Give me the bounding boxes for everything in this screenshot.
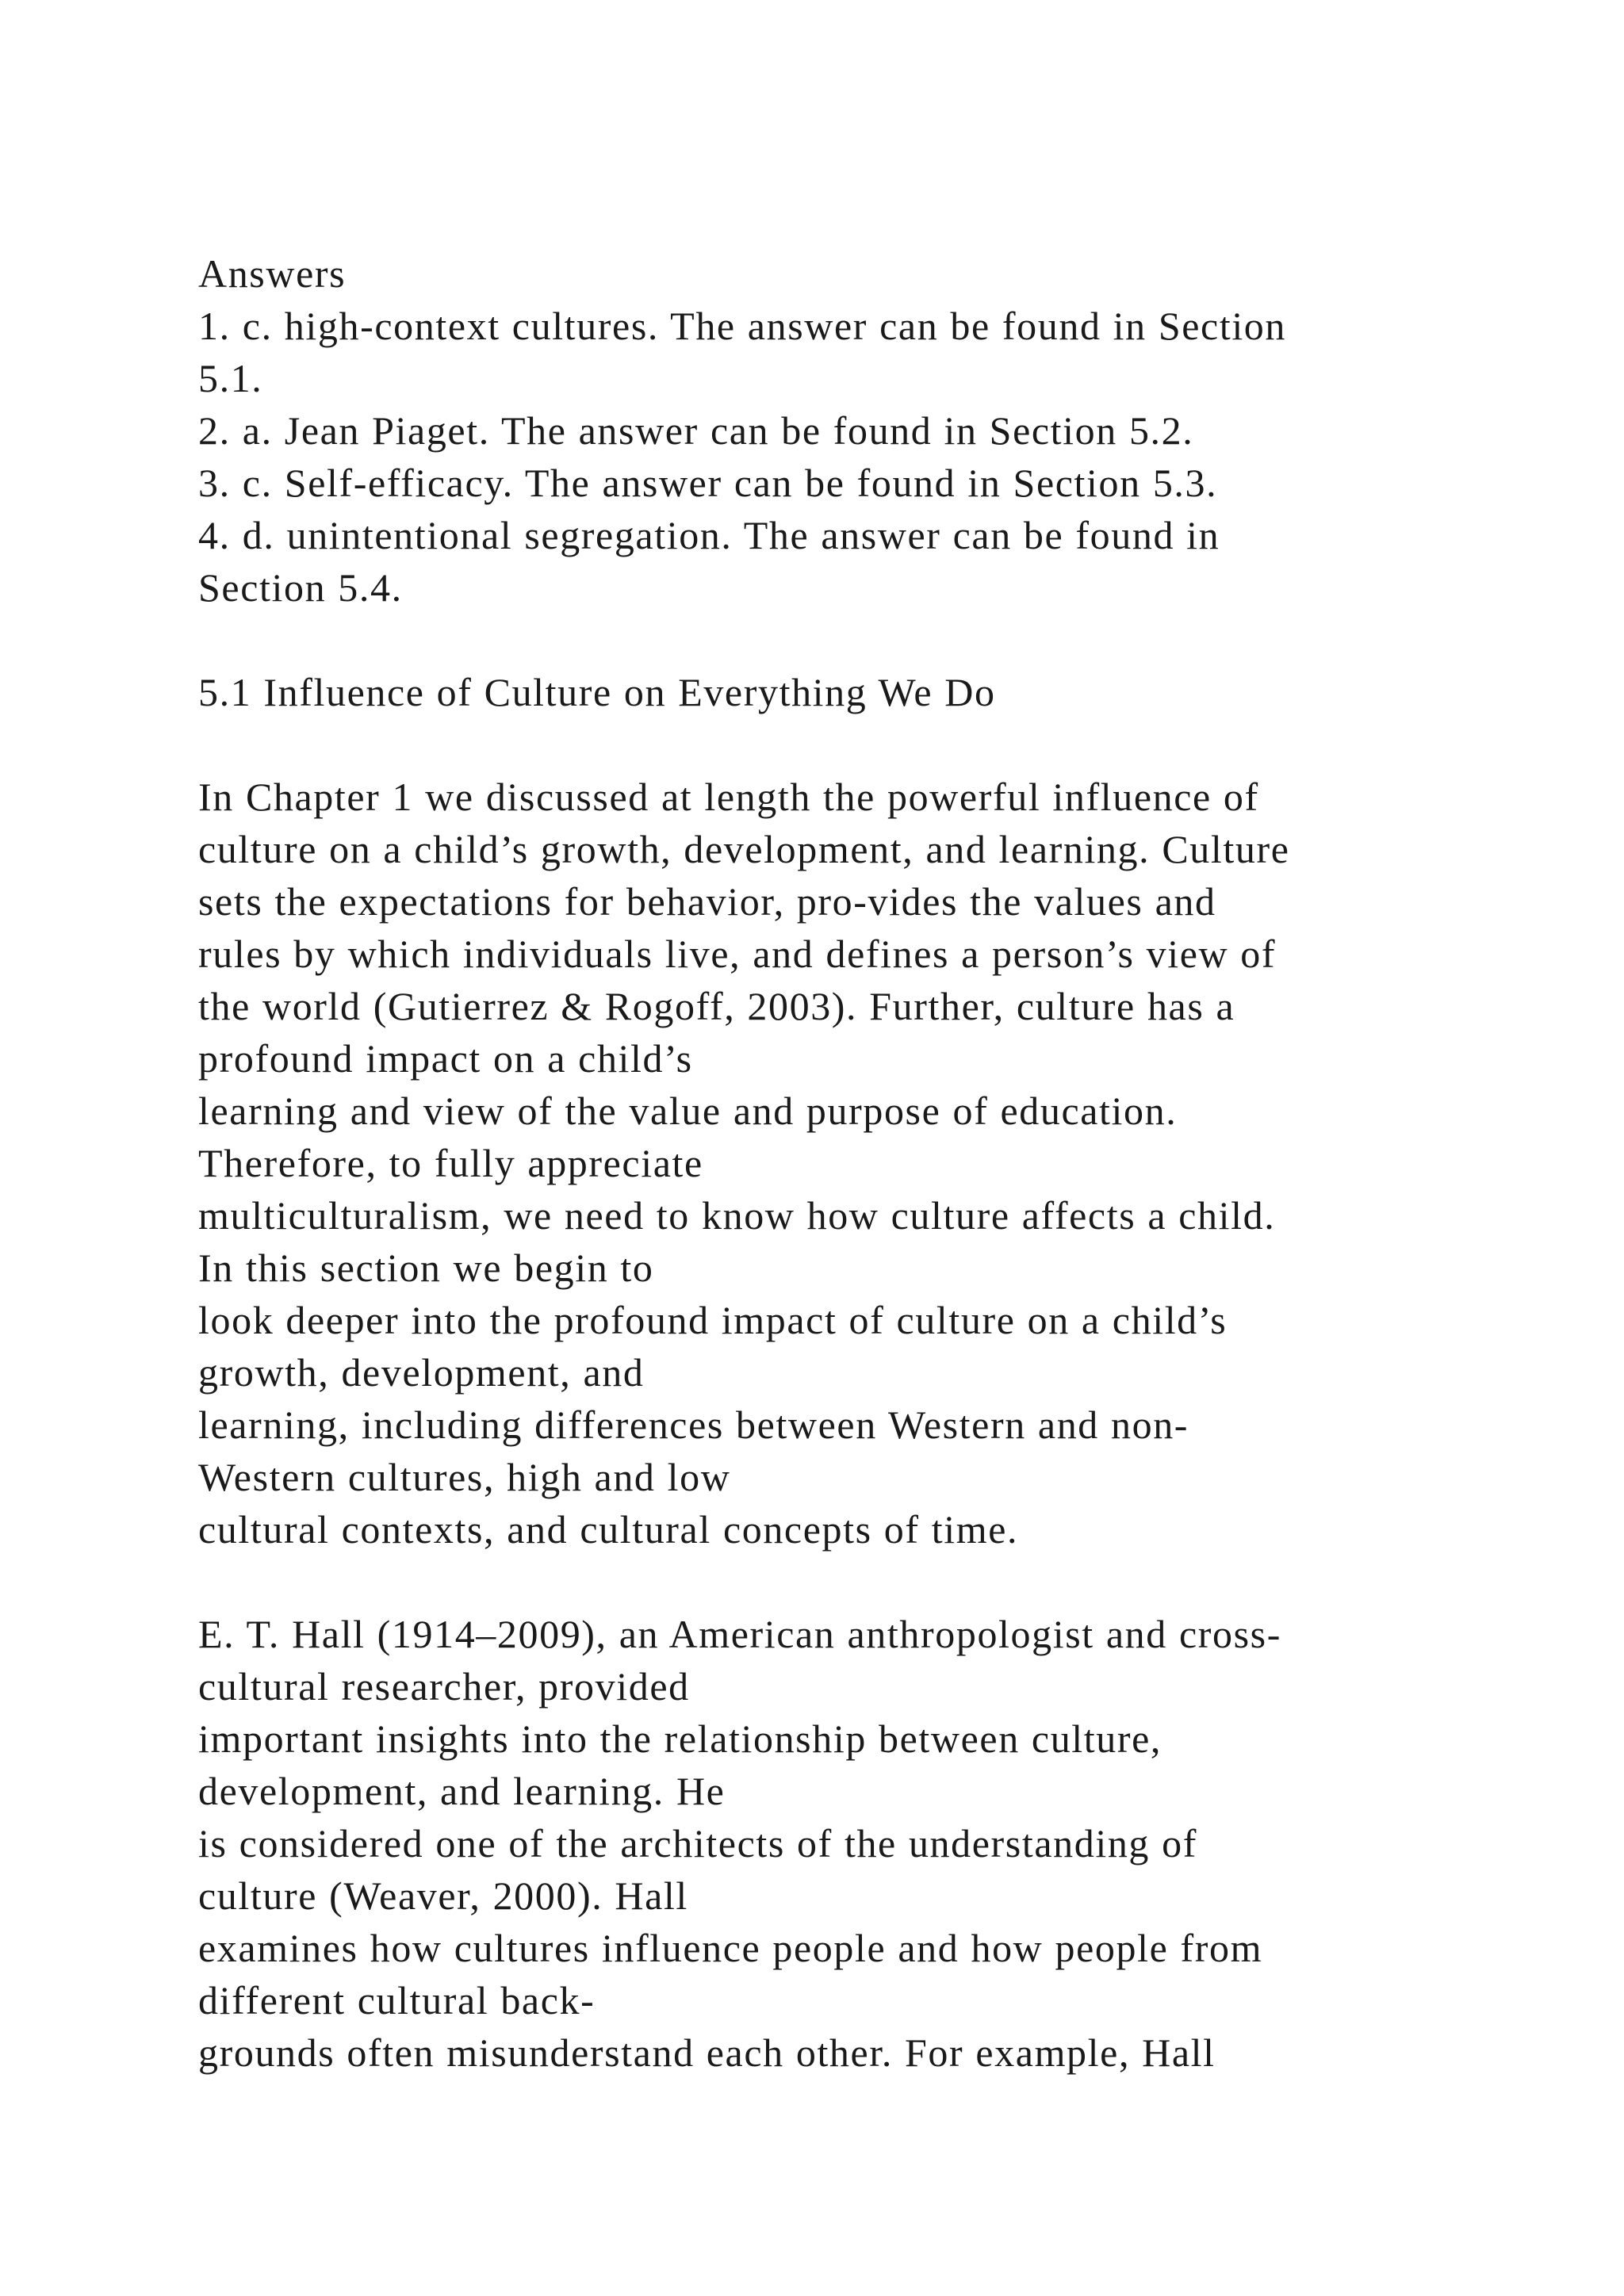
paragraph-1-line: sets the expectations for behavior, pro-vides the values and bbox=[198, 879, 1216, 924]
paragraph-1-line: In Chapter 1 we discussed at length the powerful influence of bbox=[198, 775, 1259, 819]
paragraph-2-line: cultural researcher, provided bbox=[198, 1664, 690, 1709]
paragraph-1-line: multiculturalism, we need to know how culture affects a child. bbox=[198, 1193, 1276, 1238]
paragraph-1-line: growth, development, and bbox=[198, 1350, 645, 1395]
paragraph-1-line: Western cultures, high and low bbox=[198, 1455, 731, 1499]
paragraph-2-line: different cultural back- bbox=[198, 1978, 596, 2022]
paragraph-1-line: Therefore, to fully appreciate bbox=[198, 1141, 703, 1185]
answer-line-2: 5.1. bbox=[198, 356, 263, 400]
paragraph-1-line: learning and view of the value and purpose of education. bbox=[198, 1089, 1178, 1133]
paragraph-2-line: culture (Weaver, 2000). Hall bbox=[198, 1873, 688, 1918]
paragraph-1-line: learning, including differences between Western and non- bbox=[198, 1402, 1189, 1447]
answer-line-6: Section 5.4. bbox=[198, 565, 403, 610]
answer-line-3: 2. a. Jean Piaget. The answer can be found in Section 5.2. bbox=[198, 408, 1194, 453]
answer-line-4: 3. c. Self-efficacy. The answer can be found in Section 5.3. bbox=[198, 461, 1218, 505]
paragraph-1-line: look deeper into the profound impact of culture on a child’s bbox=[198, 1298, 1228, 1342]
paragraph-1-line: the world (Gutierrez & Rogoff, 2003). Further, culture has a bbox=[198, 984, 1235, 1028]
answer-line-1: 1. c. high-context cultures. The answer can be found in Section bbox=[198, 304, 1287, 348]
paragraph-1-line: In this section we begin to bbox=[198, 1246, 654, 1290]
paragraph-2-line: examines how cultures influence people and how people from bbox=[198, 1926, 1263, 1970]
paragraph-2-line: is considered one of the architects of the understanding of bbox=[198, 1821, 1197, 1866]
paragraph-1-line: culture on a child’s growth, development, and learning. Culture bbox=[198, 827, 1290, 871]
paragraph-1-line: profound impact on a child’s bbox=[198, 1036, 693, 1081]
paragraph-2-line: grounds often misunderstand each other. For example, Hall bbox=[198, 2030, 1216, 2075]
answers-heading: Answers bbox=[198, 251, 347, 296]
paragraph-2-line: development, and learning. He bbox=[198, 1769, 726, 1813]
paragraph-2-line: E. T. Hall (1914–2009), an American anthropologist and cross- bbox=[198, 1612, 1281, 1656]
section-heading: 5.1 Influence of Culture on Everything We Do bbox=[198, 670, 996, 714]
paragraph-1-line: cultural contexts, and cultural concepts of time. bbox=[198, 1507, 1019, 1552]
paragraph-1-line: rules by which individuals live, and defines a person’s view of bbox=[198, 932, 1277, 976]
answer-line-5: 4. d. unintentional segregation. The answer can be found in bbox=[198, 513, 1220, 557]
paragraph-2-line: important insights into the relationship between culture, bbox=[198, 1716, 1162, 1761]
